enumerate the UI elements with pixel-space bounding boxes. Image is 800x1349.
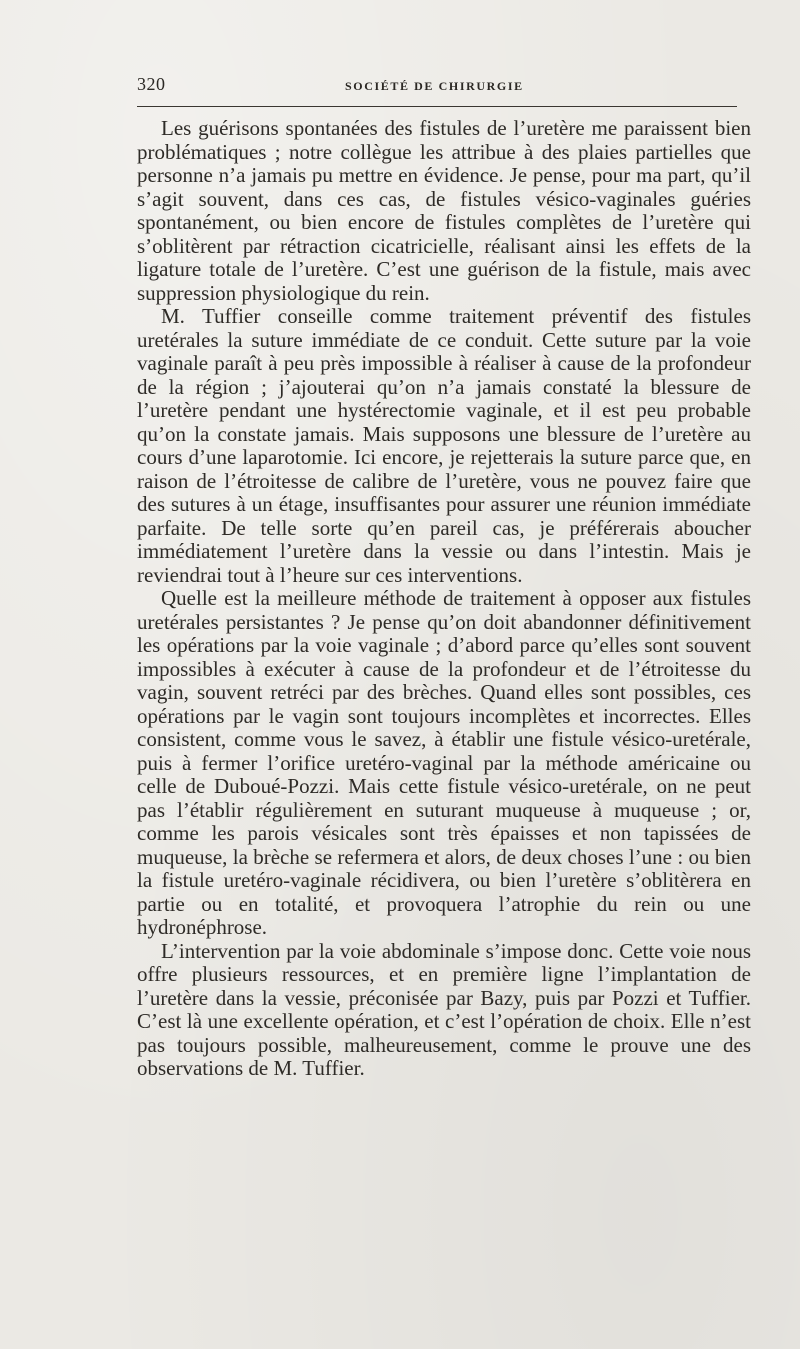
header-rule (137, 106, 737, 107)
paragraph: Les guérisons spontanées des fistules de l’uretère me paraissent bien problématiques ; notre collègue les attribue à des plaies partielles que personne n’a jamais pu mettre en évidence. Je pense, pour ma part, qu’il s’agit souvent, dans ces cas, de fistules vésico-vaginales guéries spontanément, ou bien encore de fistules complètes de l’uretère qui s’oblitèrent par rétraction cicatricielle, réalisant ainsi les effets de la ligature totale de l’uretère. C’est une guérison de la fistule, mais avec suppression physiologique du rein. (137, 116, 751, 305)
page-number: 320 (137, 74, 166, 94)
page-header (137, 74, 737, 100)
paragraph: M. Tuffier conseille comme traitement préventif des fistules uretérales la suture immédiate de ce conduit. Cette suture par la voie vaginale paraît à peu près impossible à réaliser à cause de la profondeur de la région ; j’ajouterai qu’on n’a jamais constaté la blessure de l’uretère pendant une hystérectomie vaginale, et il est peu probable qu’on la constate jamais. Mais supposons une blessure de l’uretère au cours d’une laparotomie. Ici encore, je rejetterais la suture parce que, en raison de l’étroitesse de calibre de l’uretère, vous ne pouvez faire que des sutures à un étage, insuffisantes pour assurer une réunion immédiate parfaite. De telle sorte qu’en pareil cas, je préférerais aboucher immédiatement l’uretère dans la vessie ou dans l’intestin. Mais je reviendrai tout à l’heure sur ces interventions. (137, 304, 751, 587)
body-text (137, 117, 751, 1081)
paragraph: L’intervention par la voie abdominale s’impose donc. Cette voie nous offre plusieurs ressources, et en première ligne l’implantation de l’uretère dans la vessie, préconisée par Bazy, puis par Pozzi et Tuffier. C’est là une excellente opération, et c’est l’opération de choix. Elle n’est pas toujours possible, malheureusement, comme le prouve une des observations de M. Tuffier. (137, 938, 751, 1080)
paragraph: Quelle est la meilleure méthode de traitement à opposer aux fistules uretérales persistantes ? Je pense qu’on doit abandonner définitivement les opérations par la voie vaginale ; d’abord parce qu’elles sont souvent impossibles à exécuter à cause de la profondeur et de l’étroitesse du vagin, souvent retréci par des brèches. Quand elles sont possibles, ces opérations par le vagin sont toujours incomplètes et incorrectes. Elles consistent, comme vous le savez, à établir une fistule vésico-uretérale, puis à fermer l’orifice uretéro-vaginal par la méthode américaine ou celle de Duboué-Pozzi. Mais cette fistule vésico-uretérale, on ne peut pas l’établir régulièrement en suturant muqueuse à muqueuse ; or, comme les parois vésicales sont très épaisses et non tapissées de muqueuse, la brèche se refermera et alors, de deux choses l’une : ou bien la fistule uretéro-vaginale récidivera, ou bien l’uretère s’oblitèrera en partie ou en totalité, et provoquera l’atrophie du rein ou une hydronéphrose. (137, 586, 751, 939)
running-title: SOCIÉTÉ DE CHIRURGIE (345, 79, 524, 93)
